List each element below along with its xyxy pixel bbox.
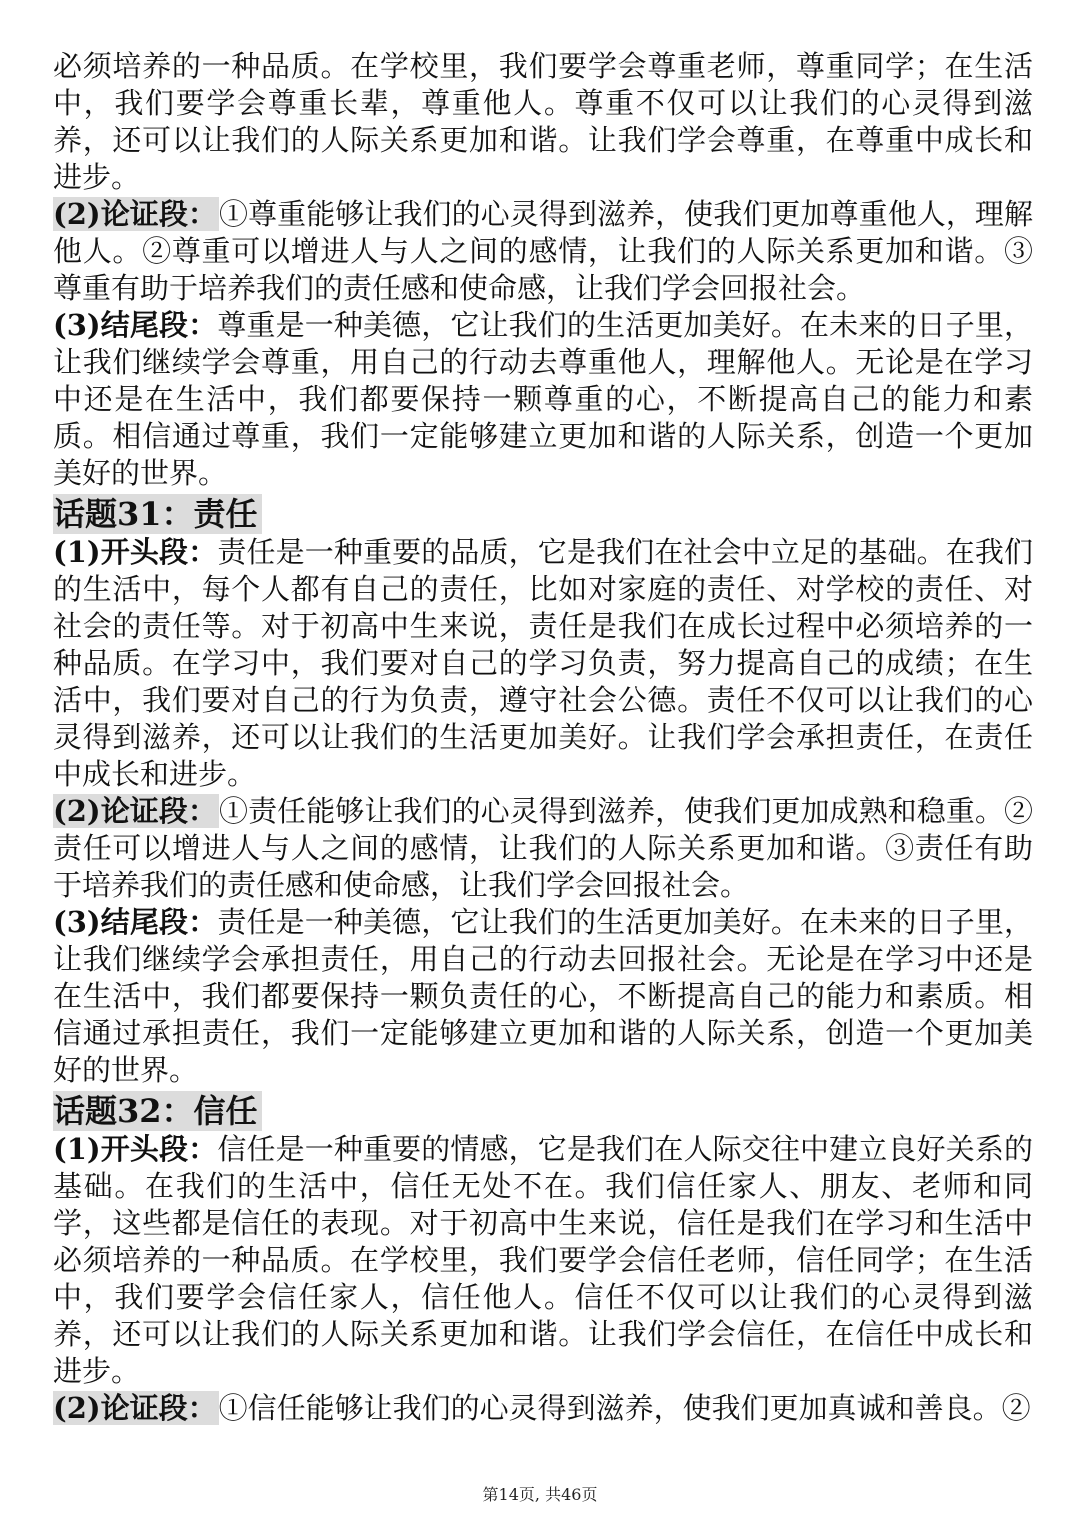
- paragraph: [53, 793, 1033, 904]
- section-tag: (2)论证段：: [53, 1391, 217, 1425]
- topic-heading: 话题31：责任: [53, 494, 262, 534]
- page-footer: 第14页, 共46页: [482, 1485, 598, 1504]
- paragraph: [53, 1390, 1033, 1427]
- topic-heading: 话题32：信任: [53, 1091, 262, 1131]
- paragraph: [53, 196, 1033, 307]
- paragraph: [53, 48, 1033, 196]
- section-tag: (1)开头段：: [53, 1132, 218, 1166]
- topic-heading-wrap: [53, 492, 1033, 534]
- topic-heading-wrap: [53, 1089, 1033, 1131]
- section-tag: (2)论证段：: [53, 794, 217, 828]
- document-body: [53, 48, 1033, 1427]
- paragraph-text: 信任是一种重要的情感，它是我们在人际交往中建立良好关系的基础。在我们的生活中，信任无处不在。我们信任家人、朋友、老师和同学，这些都是信任的表现。对于初高中生来说，信任是我们在学习和生活中必须培养的一种品质。在学校里，我们要学会信任老师，信任同学；在生活中，我们要学会信任家人，信任他人。信任不仅可以让我们的心灵得到滋养，还可以让我们的人际关系更加和谐。让我们学会信任，在信任中成长和进步。: [53, 1132, 1033, 1388]
- paragraph-text: ①责任能够让我们的心灵得到滋养，使我们更加成熟和稳重。②责任可以增进人与人之间的感情，让我们的人际关系更加和谐。③责任有助于培养我们的责任感和使命感，让我们学会回报社会。: [53, 794, 1033, 902]
- paragraph: [53, 904, 1033, 1089]
- section-tag: (1)开头段：: [53, 535, 218, 569]
- paragraph-text: 责任是一种美德，它让我们的生活更加美好。在未来的日子里，让我们继续学会承担责任，用自己的行动去回报社会。无论是在学习中还是在生活中，我们都要保持一颗负责任的心，不断提高自己的能力和素质。相信通过承担责任，我们一定能够建立更加和谐的人际关系，创造一个更加美好的世界。: [53, 905, 1033, 1087]
- paragraph: [53, 534, 1033, 793]
- paragraph-text: 责任是一种重要的品质，它是我们在社会中立足的基础。在我们的生活中，每个人都有自己的责任，比如对家庭的责任、对学校的责任、对社会的责任等。对于初高中生来说，责任是我们在成长过程中必须培养的一种品质。在学习中，我们要对自己的学习负责，努力提高自己的成绩；在生活中，我们要对自己的行为负责，遵守社会公德。责任不仅可以让我们的心灵得到滋养，还可以让我们的生活更加美好。让我们学会承担责任，在责任中成长和进步。: [53, 535, 1033, 791]
- section-tag: (2)论证段：: [53, 197, 217, 231]
- paragraph-text: ①信任能够让我们的心灵得到滋养，使我们更加真诚和善良。②: [218, 1391, 1031, 1425]
- section-tag: (3)结尾段：: [53, 308, 218, 342]
- section-tag: (3)结尾段：: [53, 905, 218, 939]
- paragraph-text: 必须培养的一种品质。在学校里，我们要学会尊重老师，尊重同学；在生活中，我们要学会尊重长辈，尊重他人。尊重不仅可以让我们的心灵得到滋养，还可以让我们的人际关系更加和谐。让我们学会尊重，在尊重中成长和进步。: [53, 49, 1033, 194]
- paragraph: [53, 1131, 1033, 1390]
- paragraph-text: 尊重是一种美德，它让我们的生活更加美好。在未来的日子里，让我们继续学会尊重，用自己的行动去尊重他人，理解他人。无论是在学习中还是在生活中，我们都要保持一颗尊重的心，不断提高自己的能力和素质。相信通过尊重，我们一定能够建立更加和谐的人际关系，创造一个更加美好的世界。: [53, 308, 1033, 490]
- paragraph-text: ①尊重能够让我们的心灵得到滋养，使我们更加尊重他人，理解他人。②尊重可以增进人与人之间的感情，让我们的人际关系更加和谐。③尊重有助于培养我们的责任感和使命感，让我们学会回报社会。: [53, 197, 1033, 305]
- paragraph: [53, 307, 1033, 492]
